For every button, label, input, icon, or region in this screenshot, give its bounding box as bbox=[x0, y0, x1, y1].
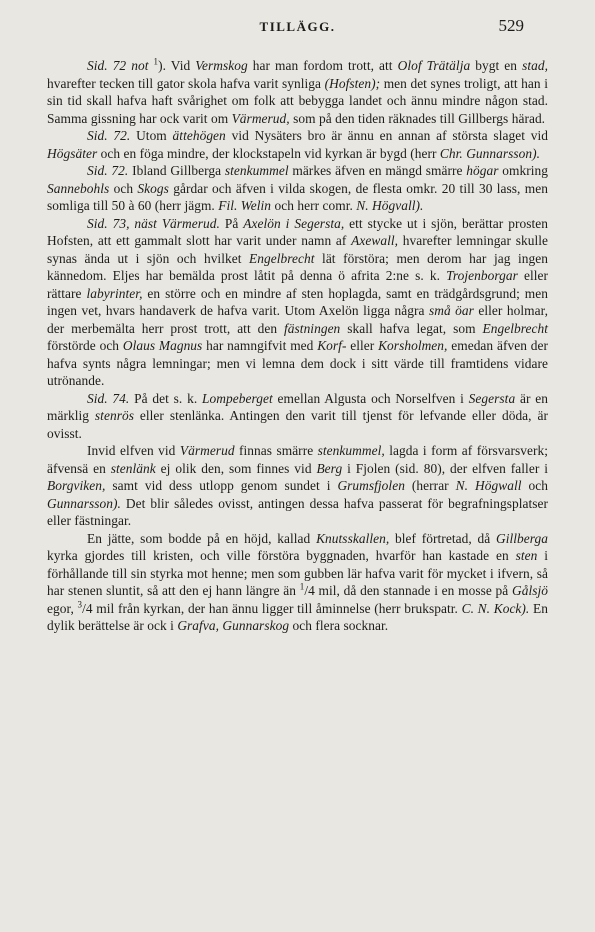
text-run: och bbox=[521, 478, 548, 493]
italic-text: Gillberga bbox=[495, 530, 548, 546]
italic-text: Högsäter bbox=[47, 145, 98, 161]
text-run: Det blir således ovisst, antingen dessa hafva passerat för begrafningsplatser eller fästningar. bbox=[47, 495, 548, 528]
text-run: hvarefter lemningar skulle synas ända ut i sjön och hvilket bbox=[47, 233, 548, 266]
text-run: och bbox=[109, 180, 138, 196]
text-run: och flera socknar. bbox=[289, 618, 389, 633]
italic-text: Segersta bbox=[468, 390, 516, 406]
italic-text: stad, bbox=[522, 58, 548, 73]
italic-text: Sid. 72. bbox=[87, 128, 131, 143]
running-header bbox=[47, 16, 548, 40]
text-run: vid Nysäters bro är ännu en annan af största slaget vid bbox=[225, 128, 548, 143]
text-run: hvarefter tecken till gator skola hafva varit synliga bbox=[47, 75, 325, 91]
italic-text: Knutsskallen, bbox=[316, 530, 390, 546]
running-title: TILLÄGG. bbox=[259, 19, 336, 34]
italic-text: Sid. 73, näst Värmerud. bbox=[87, 215, 220, 231]
text-run: och herr comr. bbox=[271, 198, 357, 213]
italic-text: Värmerud bbox=[179, 443, 235, 458]
italic-text: Engelbrecht bbox=[482, 320, 548, 336]
italic-text: sten bbox=[515, 548, 538, 563]
paragraph bbox=[47, 390, 548, 443]
italic-text: Vermskog bbox=[195, 58, 248, 73]
paragraph bbox=[47, 215, 548, 390]
italic-text: Korsholmen, bbox=[378, 338, 448, 353]
italic-text: Sid. 72. bbox=[87, 163, 129, 178]
text-run: Utom bbox=[130, 128, 173, 143]
italic-text: Fil. Welin bbox=[218, 198, 272, 213]
text-run: egor, bbox=[47, 600, 78, 616]
italic-text: högar bbox=[466, 163, 499, 178]
italic-text: Grumsfjolen bbox=[337, 478, 405, 493]
text-run: i Fjolen (sid. 80), der elfven faller i bbox=[342, 460, 548, 476]
paragraph bbox=[47, 57, 548, 127]
text-run: emedan äfven der hafva synts några lemningar; men vi lemna dem dock i sitt värde till framtidens vidare utrönande. bbox=[47, 338, 548, 388]
text-run: emellan Algusta och Norselfven i bbox=[272, 390, 469, 406]
text-run: omkring bbox=[498, 163, 548, 178]
text-run: och en föga mindre, der klockstapeln vid kyrkan är bygd (herr bbox=[97, 145, 440, 161]
italic-text: Korf- bbox=[317, 338, 347, 353]
italic-text: Engelbrecht bbox=[249, 250, 315, 266]
superscript: 3 bbox=[77, 599, 83, 610]
italic-text: Berg bbox=[316, 460, 343, 476]
italic-text: N. Högwall bbox=[455, 478, 522, 493]
text-run: som på den tiden räknades till Gillbergs härad. bbox=[289, 110, 546, 126]
text-run: men det synes troligt, att han i sin tid skall hafva haft svårighet om folk att bebygga landet och ännu mindre någon stad. Samma gissning har ock varit om bbox=[47, 75, 548, 126]
italic-text: Trojenborgar bbox=[446, 268, 518, 283]
superscript: 1 bbox=[299, 581, 305, 592]
italic-text: Axewall, bbox=[351, 233, 399, 248]
text-run: Invid elfven vid bbox=[87, 443, 180, 458]
text-run: kyrka gjordes till kristen, och ville förstöra byggnaden, hvarför han kastade en bbox=[47, 548, 516, 563]
paragraph bbox=[47, 530, 548, 635]
text-run: har namngifvit med bbox=[202, 338, 318, 353]
italic-text: fästningen bbox=[284, 320, 341, 336]
text-run: bygt en bbox=[470, 58, 523, 73]
text-run: är en märklig bbox=[47, 390, 548, 423]
italic-text: stenrös bbox=[94, 408, 134, 423]
text-run: blef förtretad, då bbox=[389, 530, 496, 546]
text-run: eller rättare bbox=[47, 268, 548, 301]
body-text bbox=[47, 57, 548, 635]
text-run: eller stenlänka. Antingen den varit till tjenst för lefvande eller döda, är ovisst. bbox=[47, 408, 548, 441]
italic-text: Chr. Gunnarsson). bbox=[439, 145, 541, 161]
italic-text: N. Högvall). bbox=[356, 198, 424, 213]
text-run: en större och en mindre af sten hoplagda, samt en trädgårdsgrund; men ingen vet, hvars handaverk de hafva varit. Utom Axelön ligga några bbox=[47, 285, 549, 318]
italic-text: Värmerud, bbox=[231, 110, 290, 126]
text-run: gårdar och äfven i vilda skogen, de flesta omkr. 20 till 30 lass, men somliga till 50 à 60 (herr jägm. bbox=[47, 180, 548, 213]
paragraph bbox=[47, 162, 548, 215]
italic-text: Skogs bbox=[137, 180, 169, 196]
text-run: eller bbox=[346, 338, 379, 353]
italic-text: Gunnarsson). bbox=[47, 495, 121, 511]
text-run: finnas smärre bbox=[234, 443, 318, 458]
paragraph bbox=[47, 442, 548, 530]
italic-text: Gålsjö bbox=[511, 583, 548, 598]
italic-text: ättehögen bbox=[172, 128, 226, 143]
italic-text: Borgviken, bbox=[47, 478, 106, 493]
italic-text: Lompeberget bbox=[202, 390, 273, 406]
italic-text: Sid. 74. bbox=[87, 390, 130, 406]
italic-text: stenkummel, bbox=[317, 443, 385, 458]
italic-text: labyrinter, bbox=[86, 285, 143, 301]
text-run: En dylik berättelse är ock i bbox=[47, 600, 548, 633]
page-number: 529 bbox=[498, 16, 524, 35]
text-run: förstörde och bbox=[47, 338, 123, 353]
text-run: /4 mil, då den stannade i en mosse på bbox=[304, 583, 512, 598]
text-run: lagda i form af försvarsverk; äfvensä en bbox=[47, 443, 548, 476]
italic-text: stenlänk bbox=[110, 460, 156, 476]
text-run: ). Vid bbox=[158, 58, 196, 73]
text-run: samt vid dess utlopp genom sundet i bbox=[105, 478, 338, 493]
text-run: skall hafva legat, som bbox=[340, 320, 483, 336]
italic-text: Sid. 72 not bbox=[87, 58, 149, 73]
italic-text: små öar bbox=[429, 303, 474, 318]
paragraph bbox=[47, 127, 548, 162]
italic-text: Olof Trätälja bbox=[397, 58, 471, 73]
italic-text: Sannebohls bbox=[47, 180, 110, 196]
italic-text: Axelön i Segersta, bbox=[243, 215, 345, 231]
superscript: 1 bbox=[153, 56, 159, 67]
text-run: (herrar bbox=[404, 478, 456, 493]
text-run: ej olik den, som finnes vid bbox=[155, 460, 317, 476]
text-run: På bbox=[219, 215, 244, 231]
text-run: har man fordom trott, att bbox=[247, 58, 398, 73]
text-run: /4 mil från kyrkan, der han ännu ligger till åminnelse (herr brukspatr. bbox=[82, 600, 462, 616]
italic-text: stenkummel bbox=[224, 163, 289, 178]
text-run: ett stycke ut i sjön, berättar prosten Hofsten, att ett gammalt slott har varit under namn af bbox=[47, 215, 548, 248]
text-run: eller holmar, der merbemälta herr prost trott, att den bbox=[47, 303, 548, 336]
text-run: En jätte, som bodde på en höjd, kallad bbox=[87, 530, 317, 546]
text-run: På det s. k. bbox=[129, 390, 203, 406]
italic-text: Olaus Magnus bbox=[122, 338, 203, 353]
text-run: märkes äfven en mängd smärre bbox=[288, 163, 467, 178]
text-run: Ibland Gillberga bbox=[128, 163, 225, 178]
italic-text: C. N. Kock). bbox=[461, 600, 530, 616]
text-run: lät förstöra; men derom har jag ingen kännedom. Eljes har bemälda prost låtit på denna ö afrita 2:ne s. k. bbox=[47, 250, 548, 283]
italic-text: Grafva, Gunnarskog bbox=[177, 618, 290, 633]
italic-text: (Hofsten); bbox=[324, 75, 381, 91]
text-run: i förhållande till sin styrka mot henne; men som gubben lär hafva varit för mycket i ifvern, så har stenen sluntit, så att den ej hann längre än bbox=[47, 548, 548, 598]
